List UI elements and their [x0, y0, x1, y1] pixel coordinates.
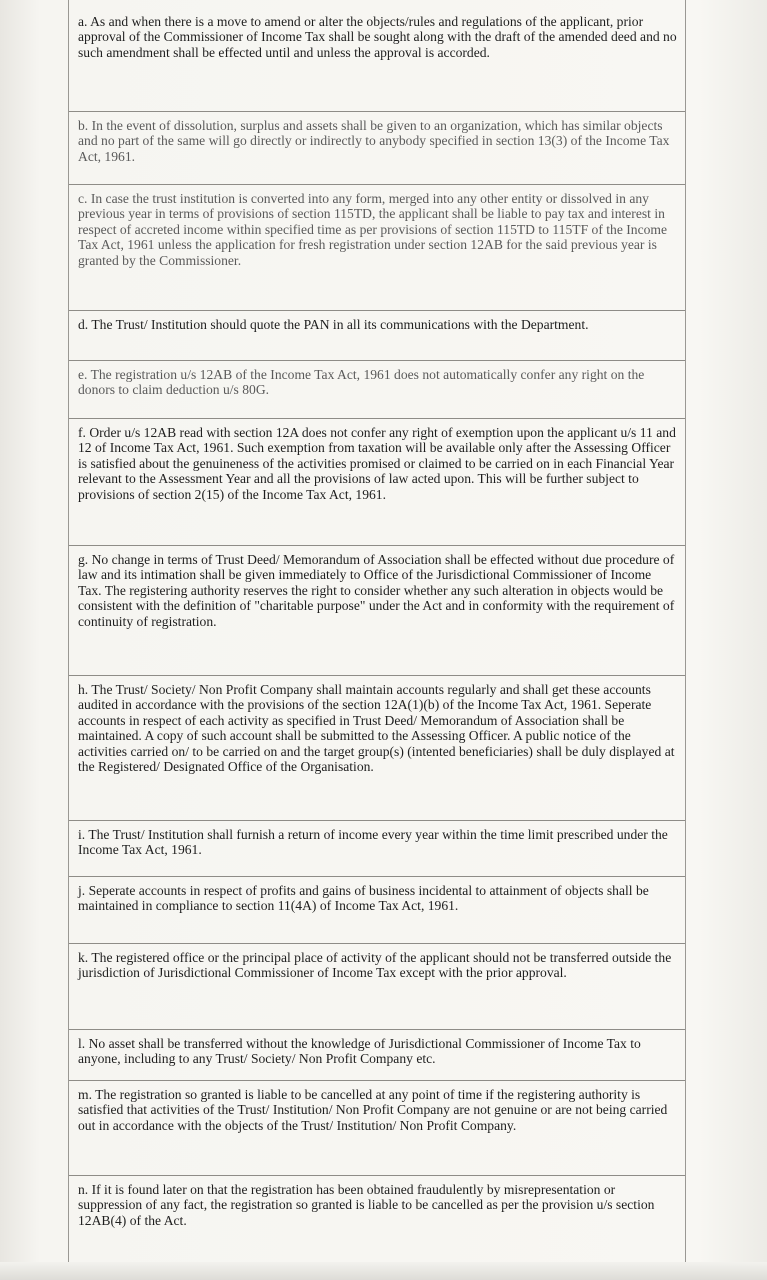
condition-h: h. The Trust/ Society/ Non Profit Company shall maintain accounts regularly and shall get these accounts audited in accordance with the provisions of the section 12A(1)(b) of the Income Tax Act, 1961. Seperate accounts in respect of each activity as specified in Trust Deed/ Memorandum of Association shall be maintained. A copy of such account shall be submitted to the Assessing Officer. A public notice of the activities carried on/ to be carried on and the target group(s) (intented beneficiaries) shall be duly displayed at the Registered/ Designated Office of the Organisation.	[69, 676, 685, 821]
condition-e: e. The registration u/s 12AB of the Income Tax Act, 1961 does not automatically confer any right on the donors to claim deduction u/s 80G.	[69, 361, 685, 419]
condition-b: b. In the event of dissolution, surplus and assets shall be given to an organization, which has similar objects and no part of the same will go directly or indirectly to anybody specified in section 13(3) of the Income Tax Act, 1961.	[69, 112, 685, 185]
condition-d: d. The Trust/ Institution should quote the PAN in all its communications with the Department.	[69, 311, 685, 361]
condition-a: a. As and when there is a move to amend or alter the objects/rules and regulations of the applicant, prior approval of the Commissioner of Income Tax shall be sought along with the draft of the amended deed and no such amendment shall be effected until and unless the approval is accorded.	[69, 0, 685, 112]
page-bottom-edge	[0, 1262, 767, 1280]
condition-i: i. The Trust/ Institution shall furnish a return of income every year within the time limit prescribed under the Income Tax Act, 1961.	[69, 821, 685, 877]
condition-l: l. No asset shall be transferred without the knowledge of Jurisdictional Commissioner of Income Tax to anyone, including to any Trust/ Society/ Non Profit Company etc.	[69, 1030, 685, 1081]
condition-n: n. If it is found later on that the registration has been obtained fraudulently by misrepresentation or suppression of any fact, the registration so granted is liable to be cancelled as per the provision u/s section 12AB(4) of the Act.	[78, 1182, 655, 1228]
condition-g: g. No change in terms of Trust Deed/ Memorandum of Association shall be effected without due procedure of law and its intimation shall be given immediately to Office of the Jurisdictional Commissioner of Income Tax. The registering authority reserves the right to consider whether any such alteration in objects would be consistent with the definition of "charitable purpose" under the Act and in conformity with the requirement of continuity of registration.	[69, 546, 685, 676]
condition-f: f. Order u/s 12AB read with section 12A does not confer any right of exemption upon the applicant u/s 11 and 12 of Income Tax Act, 1961. Such exemption from taxation will be available only after the Assessing Officer is satisfied about the genuineness of the activities promised or claimed to be carried on in each Financial Year relevant to the Assessment Year and all the provisions of law acted upon. This will be further subject to provisions of section 2(15) of the Income Tax Act, 1961.	[69, 419, 685, 546]
condition-m: m. The registration so granted is liable to be cancelled at any point of time if the registering authority is satisfied that activities of the Trust/ Institution/ Non Profit Company are not genuine or are not being carried out in accordance with the objects of the Trust/ Institution/ Non Profit Company.	[69, 1081, 685, 1176]
conditions-table	[68, 0, 686, 1262]
condition-k: k. The registered office or the principal place of activity of the applicant should not be transferred outside the jurisdiction of Jurisdictional Commissioner of Income Tax except with the prior approval.	[69, 944, 685, 1030]
condition-c: c. In case the trust institution is converted into any form, merged into any other entity or dissolved in any previous year in terms of provisions of section 115TD, the applicant shall be liable to pay tax and interest in respect of accreted income within specified time as per provisions of section 115TD to 115TF of the Income Tax Act, 1961 unless the application for fresh registration under section 12AB for the said previous year is granted by the Commissioner.	[69, 185, 685, 311]
condition-j: j. Seperate accounts in respect of profits and gains of business incidental to attainment of objects shall be maintained in compliance to section 11(4A) of Income Tax Act, 1961.	[69, 877, 685, 944]
